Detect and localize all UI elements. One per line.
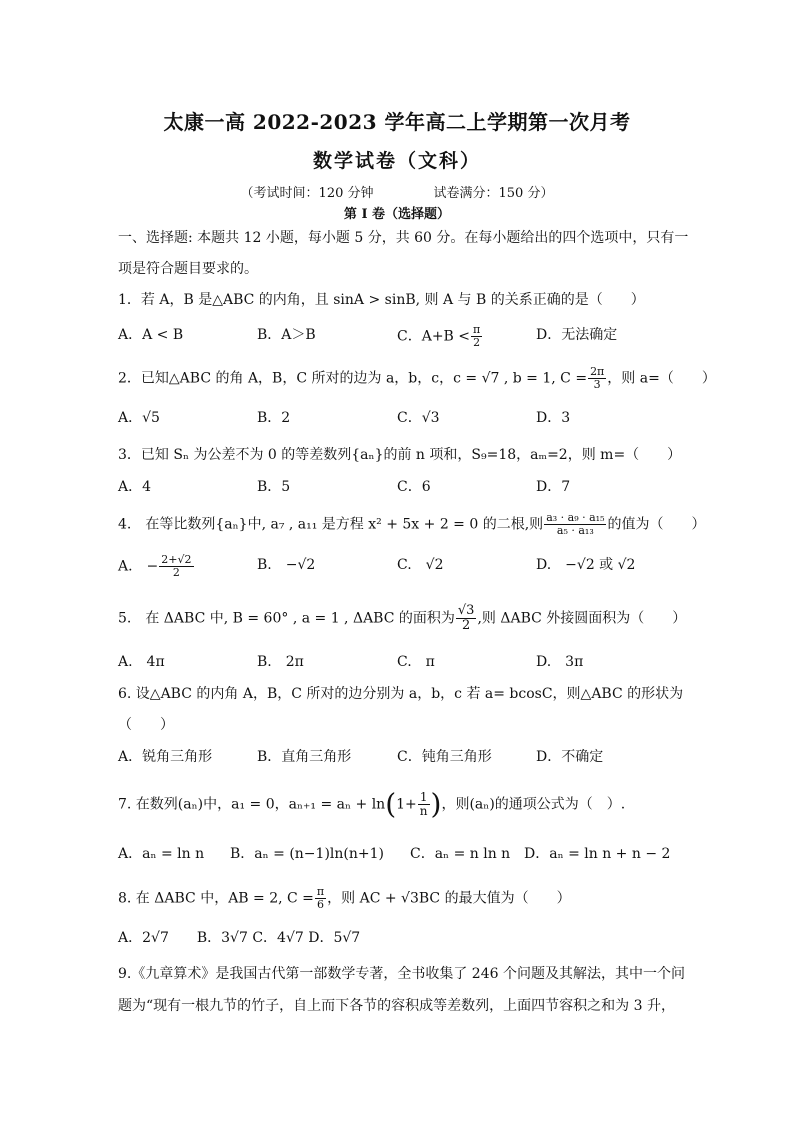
- question-3-options: [118, 476, 698, 498]
- exam-time: （考试时间：120 分钟: [240, 186, 374, 201]
- option-d: D．aₙ = ln n + n − 2: [524, 846, 671, 862]
- option-d: D．无法确定: [536, 327, 618, 343]
- fraction: $\frac{2\pi}{3}$: [590, 365, 605, 391]
- question-9-line2: 题为“现有一根九节的竹子，自上而下各节的容积成等差数列，上面四节容积之和为 3 升，: [118, 998, 675, 1014]
- option-d: D. 3π: [536, 654, 584, 670]
- option-c: C．aₙ = n ln n: [410, 846, 511, 862]
- option-c: C．√3: [397, 410, 440, 426]
- option-b: B．A＞B: [257, 327, 316, 343]
- section-instructions-line2: 项是符合题目要求的。: [118, 261, 258, 277]
- option-a: A. 4π: [118, 654, 165, 670]
- question-4-stem: 4. 在等比数列{aₙ}中, a₇ , a₁₁ 是方程 x² + 5x + 2 = 0 的二根,则 $\frac{\text{a₃ · a₉ · a₁₅}}{\text{a₅ · a₁₃}}$ 的值为（ ）: [118, 511, 706, 537]
- fraction: $\frac{2+√2}{2}$: [161, 553, 192, 579]
- option-c: C. π: [397, 654, 435, 670]
- option-a: A．aₙ = ln n: [118, 846, 205, 862]
- question-8-stem: 8. 在 ΔABC 中，AB = 2, C = $\frac{\pi}{6}$ ，则 AC + √3BC 的最大值为（ ）: [118, 885, 571, 911]
- fraction: $\frac{\pi}{6}$: [316, 885, 325, 911]
- fraction: $\frac{\pi}{2}$: [473, 323, 481, 349]
- option-c: C. √2: [397, 557, 444, 573]
- option-b: B. 2π: [257, 654, 304, 670]
- option-b: B．2: [257, 410, 291, 426]
- question-5-stem: 5. 在 ΔABC 中, B = 60° , a = 1 , ΔABC 的面积为 $\frac{√3}{2}$ ,则 ΔABC 外接圆面积为（ ）: [118, 603, 687, 633]
- option-b: B. −√2: [257, 557, 316, 573]
- section-instructions-line1: 一、选择题: 本题共 12 小题，每小题 5 分，共 60 分。在每小题给出的四个选项中，只有一: [118, 230, 689, 246]
- volume-title: 第 I 卷（选择题）: [343, 207, 451, 222]
- exam-info: [0, 182, 794, 201]
- exam-score: 试卷满分：150 分）: [433, 186, 554, 201]
- option-d: D．不确定: [536, 749, 604, 765]
- question-2-options: [118, 407, 698, 429]
- option-d: D. −√2 或 √2: [536, 557, 636, 573]
- option-c: C．A+B < $\frac{\pi}{2}$: [397, 323, 481, 349]
- option-a: A．锐角三角形: [118, 749, 213, 765]
- option-a: A. − $\frac{2+√2}{2}$: [118, 553, 192, 579]
- question-6-blank: （ ）: [118, 717, 174, 733]
- option-b: B．5: [257, 479, 291, 495]
- question-1-options: [118, 323, 698, 349]
- question-6-options: [118, 746, 698, 768]
- exam-title: 太康一高 2022-2023 学年高二上学期第一次月考: [163, 110, 631, 134]
- option-c: C．钝角三角形: [397, 749, 492, 765]
- fraction: $\frac{√3}{2}$: [457, 603, 475, 633]
- question-1-stem: 1．若 A，B 是△ABC 的内角，且 sinA > sinB, 则 A 与 B 的关系正确的是（ ）: [118, 292, 645, 308]
- option-d: D．7: [536, 479, 571, 495]
- option-b: B．直角三角形: [257, 749, 352, 765]
- fraction: $\frac{\text{a₃ · a₉ · a₁₅}}{\text{a₅ · a₁₃}}$: [546, 511, 605, 537]
- option-c: C．6: [397, 479, 431, 495]
- exam-subtitle: 数学试卷（文科）: [312, 150, 481, 172]
- question-9-line1: 9.《九章算术》是我国古代第一部数学专著，全书收集了 246 个问题及其解法，其中一个问: [118, 966, 685, 982]
- question-3-stem: 3．已知 Sₙ 为公差不为 0 的等差数列{aₙ}的前 n 项和，S₉=18，aₘ=2，则 m=（ ）: [118, 447, 682, 463]
- option-a: A．4: [118, 479, 152, 495]
- option-b: B．aₙ = (n−1)ln(n+1): [230, 846, 384, 862]
- option-a: A．A < B: [118, 327, 184, 343]
- question-6-stem: 6. 设△ABC 的内角 A，B，C 所对的边分别为 a，b，c 若 a= bcosC，则△ABC 的形状为: [118, 686, 684, 702]
- option-d: D．3: [536, 410, 571, 426]
- question-7-options: [118, 843, 698, 865]
- question-8-options: A．2√7 B．3√7 C．4√7 D．5√7: [118, 930, 361, 946]
- question-2-stem: 2．已知△ABC 的角 A，B，C 所对的边为 a，b，c，c = √7 , b = 1, C = $\frac{2\pi}{3}$ ，则 a=（ ）: [118, 365, 716, 391]
- question-5-options: [118, 651, 698, 673]
- question-7-stem: 7. 在数列(aₙ)中，a₁ = 0，aₙ₊₁ = aₙ + ln(1+ $\frac{1}{n}$ )，则(aₙ)的通项公式为（ ）.: [118, 787, 626, 821]
- option-a: A．√5: [118, 410, 160, 426]
- question-4-options: [118, 553, 698, 579]
- fraction: $\frac{1}{n}$: [419, 790, 428, 818]
